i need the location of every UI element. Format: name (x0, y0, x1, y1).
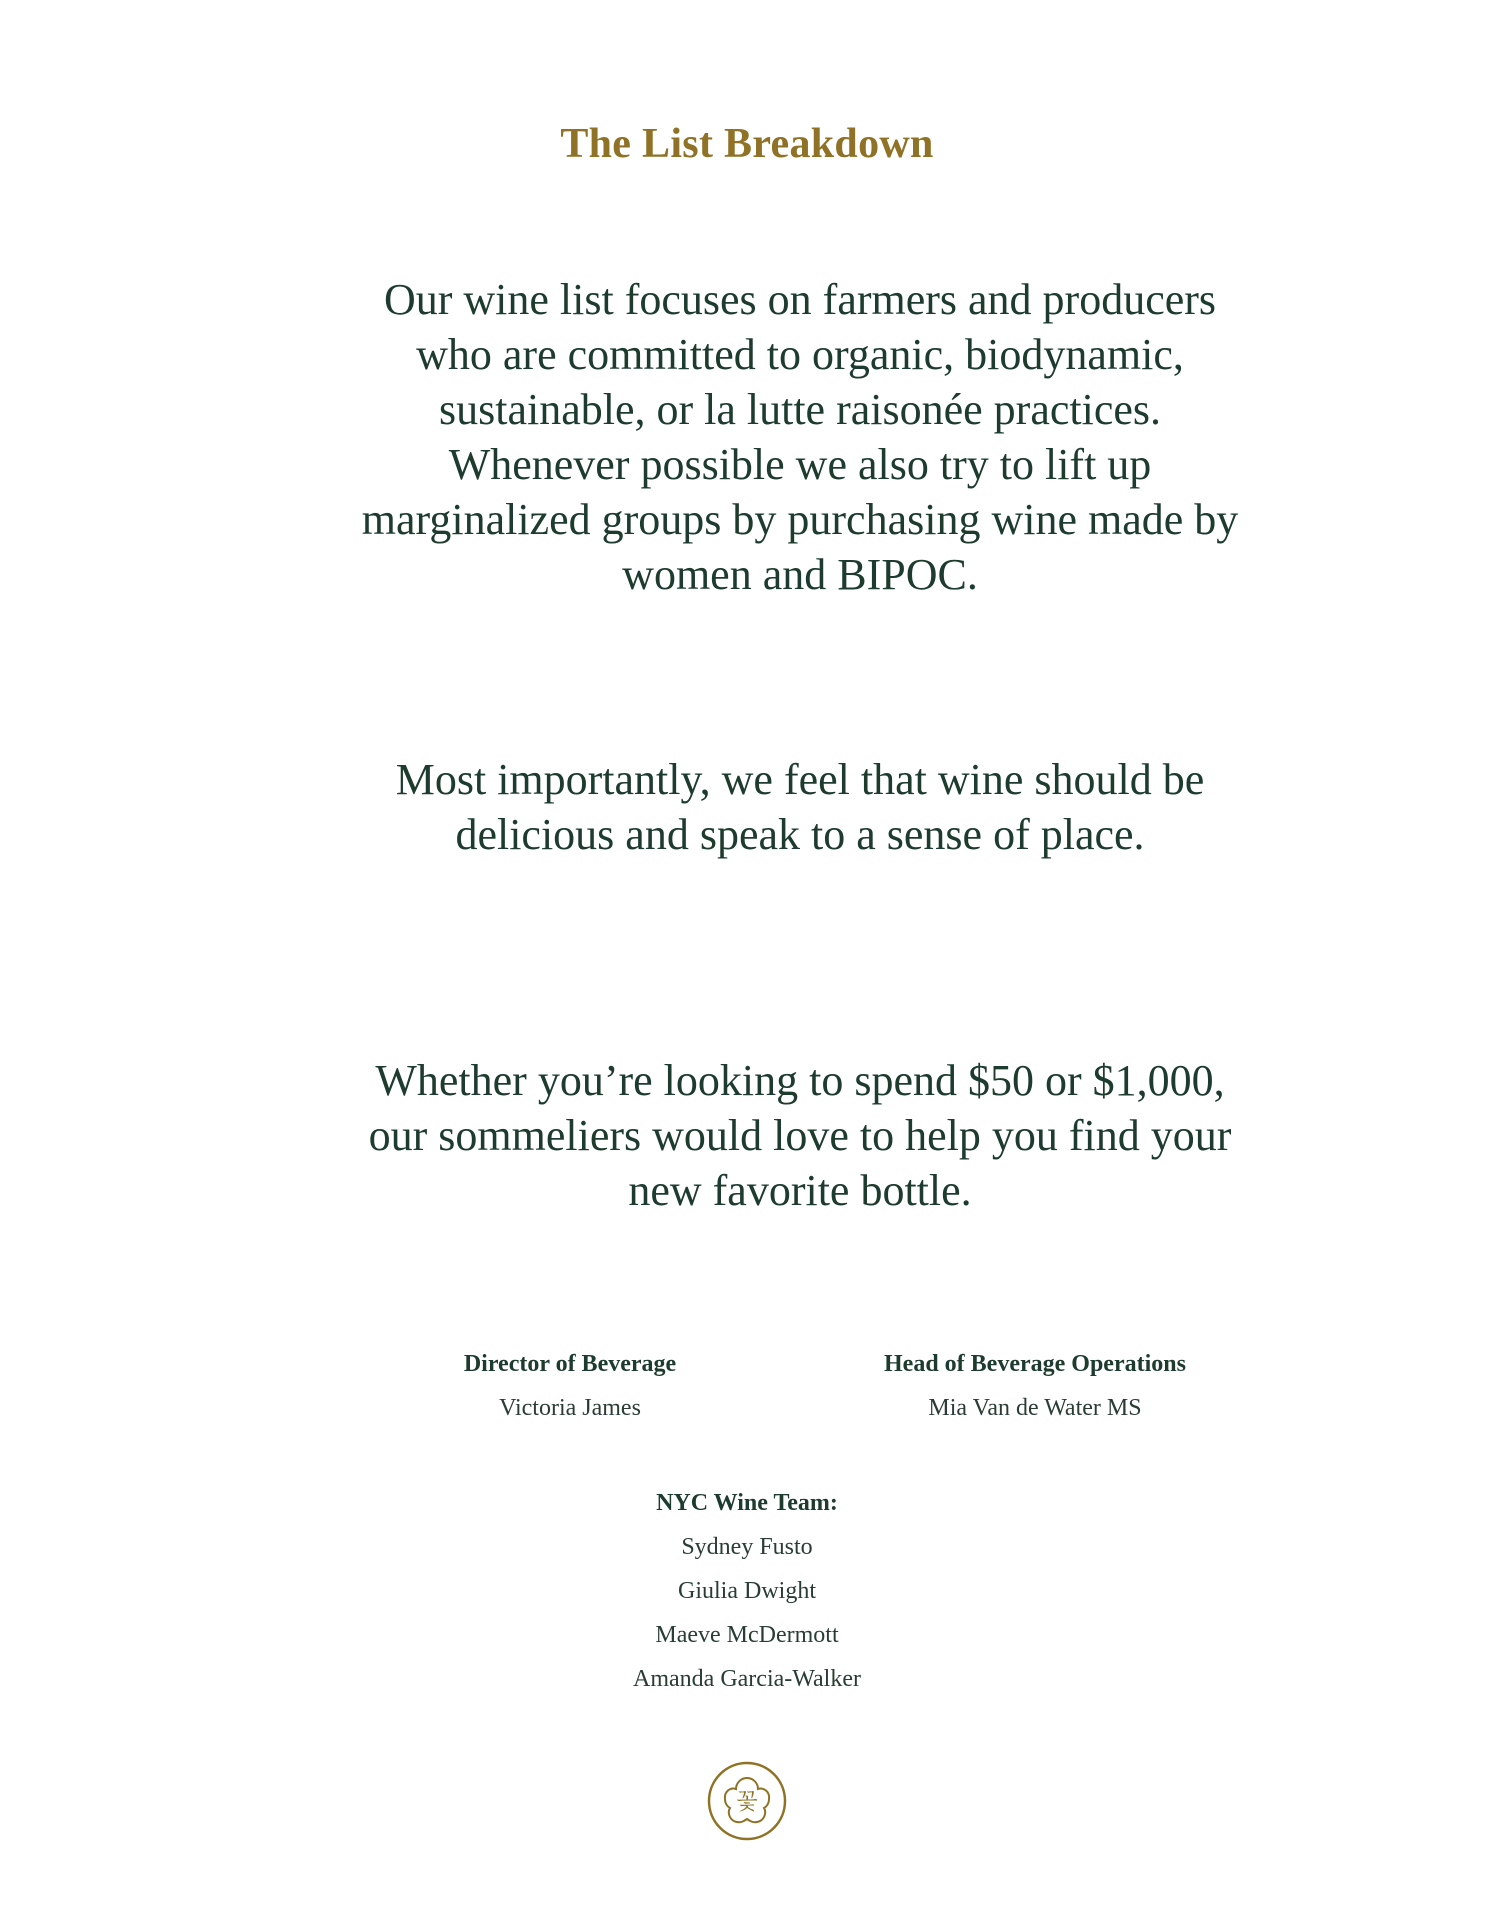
wine-team-list (547, 1532, 947, 1694)
team-member: Giulia Dwight (678, 1578, 816, 1604)
philosophy-paragraph: Most importantly, we feel that wine should be delicious and speak to a sense of place. (395, 755, 1205, 859)
wine-team-block (547, 1488, 947, 1708)
head-operations-name: Mia Van de Water MS (928, 1395, 1142, 1421)
director-name: Victoria James (499, 1395, 641, 1421)
team-member: Amanda Garcia-Walker (633, 1666, 861, 1692)
team-member: Sydney Fusto (681, 1534, 813, 1560)
logo-glyph: 꽃 (736, 1790, 758, 1815)
intro-paragraph: Our wine list focuses on farmers and producers who are committed to organic, biodynamic, sustainable, or la lutte raisonée practices. Whenever possible we also try to lift up marginalized groups by purchasing wine made by women and BIPOC. (361, 275, 1239, 599)
team-member: Maeve McDermott (655, 1622, 839, 1648)
sommelier-paragraph: Whether you’re looking to spend $50 or $1,000, our sommeliers would love to help you find your new favorite bottle. (368, 1056, 1232, 1215)
head-operations-block (835, 1349, 1235, 1423)
page-title: The List Breakdown (560, 121, 934, 167)
head-operations-role: Head of Beverage Operations (884, 1351, 1186, 1377)
director-role: Director of Beverage (463, 1351, 677, 1377)
wine-team-heading: NYC Wine Team: (656, 1490, 838, 1516)
flower-emblem-icon (706, 1760, 788, 1842)
director-block (420, 1349, 720, 1423)
